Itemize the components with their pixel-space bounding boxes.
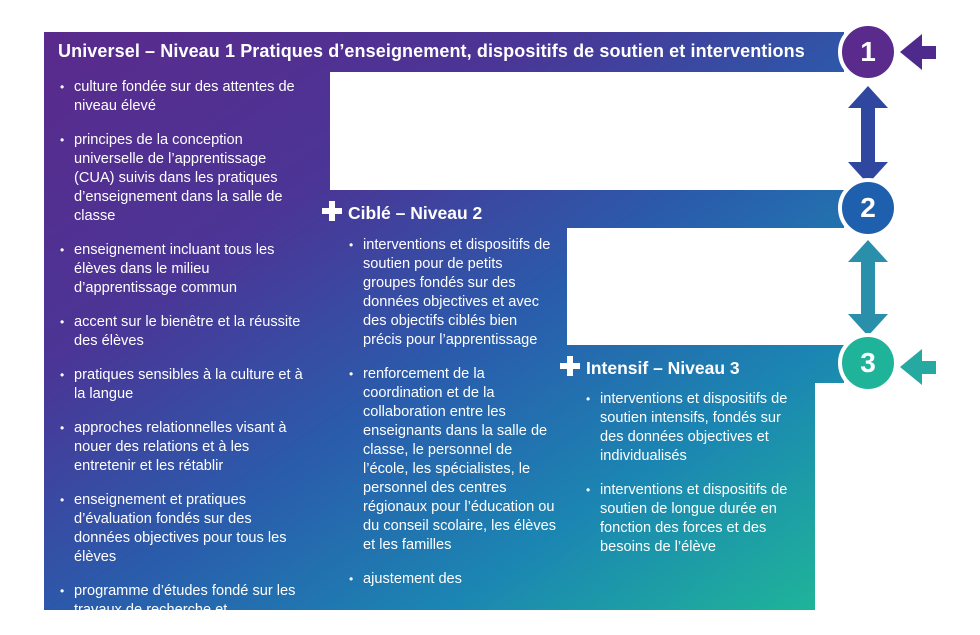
- arrow-1-2: [848, 86, 888, 184]
- level1-title: Universel – Niveau 1 Pratiques d’enseignement, dispositifs de soutien et interventions: [58, 41, 805, 61]
- loop-arrow: [900, 34, 936, 385]
- level1-item: • culture fondée sur des attentes de niveau élevé: [58, 78, 308, 116]
- level1-item: • principes de la conception universelle de l’apprentissage (CUA) suivis dans les pratiques d’enseignement dans la salle de classe: [58, 131, 308, 226]
- level1-item: • enseignement incluant tous les élèves dans le milieu d’apprentissage commun: [58, 241, 308, 298]
- level2-item: • interventions et dispositifs de soutien pour de petits groupes fondés sur des données objectives et avec des objectifs ciblés bien précis pour l’apprentissage: [347, 236, 557, 350]
- level2-title: Ciblé – Niveau 2: [348, 203, 483, 223]
- level1-item: • enseignement et pratiques d’évaluation fondés sur des données objectives pour tous les élèves: [58, 491, 308, 567]
- level-3-circle: 3: [838, 333, 898, 393]
- level1-list: [58, 78, 308, 635]
- level1-item: • pratiques sensibles à la culture et à la langue: [58, 366, 308, 404]
- level3-heading: [560, 356, 740, 379]
- level3-item: • interventions et dispositifs de soutien intensifs, fondés sur des données objectives et individualisés: [584, 390, 794, 466]
- level1-item: • accent sur le bienêtre et la réussite des élèves: [58, 313, 308, 351]
- level3-list: [584, 390, 794, 572]
- level3-title: Intensif – Niveau 3: [586, 358, 740, 378]
- level2-list: [347, 236, 557, 604]
- level-2-circle: 2: [838, 178, 898, 238]
- level2-item: • renforcement de la coordination et de la collaboration entre les enseignants dans la salle de classe, le personnel de l’école, les spécialistes, le personnel des centres régionaux pour l’éducation ou du conseil scolaire, les élèves et les familles: [347, 365, 557, 555]
- level3-item: • interventions et dispositifs de soutien de longue durée en fonction des forces et des besoins de l’élève: [584, 481, 794, 557]
- plus-icon: [560, 356, 580, 376]
- level-1-circle: 1: [838, 22, 898, 82]
- arrow-2-3: [848, 240, 888, 336]
- level1-item: • approches relationnelles visant à nouer des relations et à les entretenir et les rétablir: [58, 419, 308, 476]
- level1-item: • programme d’études fondé sur les travaux de recherche et: [58, 582, 308, 620]
- plus-icon: [322, 201, 342, 221]
- level2-item: • ajustement des: [347, 570, 557, 589]
- level2-heading: [322, 201, 482, 224]
